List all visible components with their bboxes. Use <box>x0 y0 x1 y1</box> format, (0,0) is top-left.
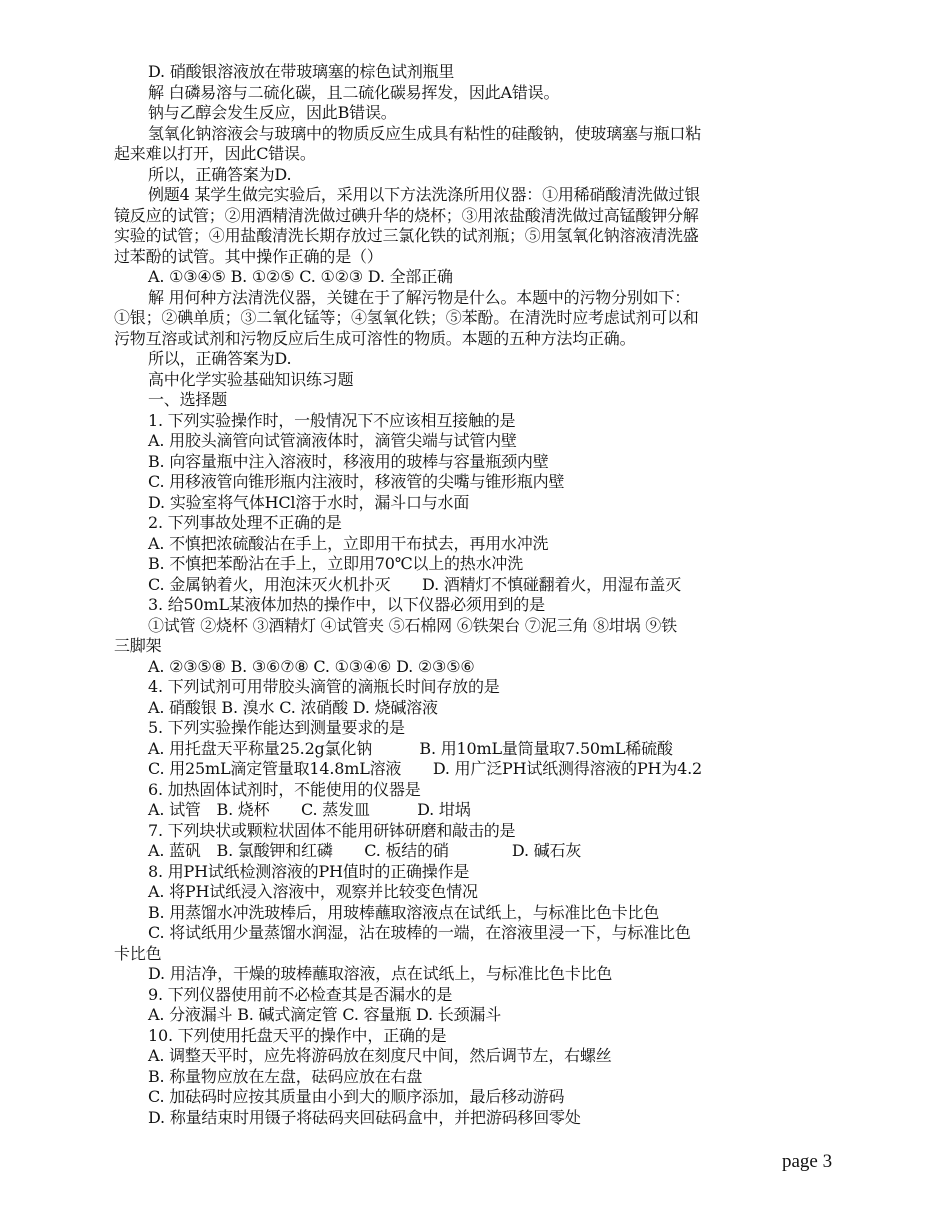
text-line: 6. 加热固体试剂时，不能使用的仪器是 <box>148 779 421 799</box>
text-line: D. 用洁净，干燥的玻棒蘸取溶液，点在试纸上，与标准比色卡比色 <box>148 964 613 983</box>
text-line: C. 金属钠着火，用泡沫灭火机扑灭 D. 酒精灯不慎碰翻着火，用湿布盖灭 <box>148 574 681 594</box>
text-line: 例题4 某学生做完实验后，采用以下方法洗涤所用仪器：①用稀硝酸清洗做过银 <box>148 185 701 204</box>
text-line: 10. 下列使用托盘天平的操作中，正确的是 <box>148 1025 447 1045</box>
text-line: 镜反应的试管；②用酒精清洗做过碘升华的烧杯；③用浓盐酸清洗做过高锰酸钾分解 <box>114 205 699 225</box>
text-line: 高中化学实验基础知识练习题 <box>148 369 354 389</box>
text-line: 实验的试管；④用盐酸清洗长期存放过三氯化铁的试剂瓶；⑤用氢氧化钠溶液清洗盛 <box>114 226 699 245</box>
text-line: 3. 给50mL某液体加热的操作中，以下仪器必须用到的是 <box>148 595 545 614</box>
text-line: 一、选择题 <box>148 390 228 409</box>
text-line: ①试管 ②烧杯 ③酒精灯 ④试管夹 ⑤石棉网 ⑥铁架台 ⑦泥三角 ⑧坩埚 ⑨铁 <box>148 615 677 635</box>
text-line: B. 称量物应放在左盘，砝码应放在右盘 <box>148 1066 423 1086</box>
text-line: 三脚架 <box>114 636 162 655</box>
document-body <box>114 62 806 1128</box>
text-line: C. 加砝码时应按其质量由小到大的顺序添加，最后移动游码 <box>148 1087 565 1106</box>
text-line: 解 用何种方法清洗仪器，关键在于了解污物是什么。本题中的污物分别如下： <box>148 287 691 307</box>
text-line: C. 将试纸用少量蒸馏水润湿，沾在玻棒的一端，在溶液里浸一下，与标准比色 <box>148 923 691 942</box>
text-line: A. 试管 B. 烧杯 C. 蒸发皿 D. 坩埚 <box>148 800 471 819</box>
text-line: 解 白磷易溶与二硫化碳，且二硫化碳易挥发，因此A错误。 <box>148 82 560 102</box>
text-line: B. 用蒸馏水冲洗玻棒后，用玻棒蘸取溶液点在试纸上，与标准比色卡比色 <box>148 902 660 922</box>
text-line: 过苯酚的试管。其中操作正确的是（） <box>114 246 383 266</box>
text-line: A. 调整天平时，应先将游码放在刻度尺中间，然后调节左，右螺丝 <box>148 1046 612 1065</box>
text-line: 1. 下列实验操作时，一般情况下不应该相互接触的是 <box>148 410 516 430</box>
text-line: A. ②③⑤⑧ B. ③⑥⑦⑧ C. ①③④⑥ D. ②③⑤⑥ <box>148 656 475 676</box>
text-line: A. 分液漏斗 B. 碱式滴定管 C. 容量瓶 D. 长颈漏斗 <box>148 1005 501 1024</box>
text-line: A. 将PH试纸浸入溶液中，观察并比较变色情况 <box>148 882 478 901</box>
text-line: B. 向容量瓶中注入溶液时，移液用的玻棒与容量瓶颈内壁 <box>148 451 549 471</box>
text-line: 2. 下列事故处理不正确的是 <box>148 513 342 532</box>
text-line: 5. 下列实验操作能达到测量要求的是 <box>148 718 405 737</box>
text-line: D. 实验室将气体HCl溶于水时，漏斗口与水面 <box>148 492 470 512</box>
text-line: ①银；②碘单质；③二氧化锰等；④氢氧化铁；⑤苯酚。在清洗时应考虑试剂可以和 <box>114 308 699 327</box>
text-line: D. 称量结束时用镊子将砝码夹回砝码盒中，并把游码移回零处 <box>148 1107 581 1127</box>
text-line: 7. 下列块状或颗粒状固体不能用研钵研磨和敲击的是 <box>148 820 516 840</box>
text-line: 污物互溶或试剂和污物反应后生成可溶性的物质。本题的五种方法均正确。 <box>114 328 636 348</box>
text-line: A. 用胶头滴管向试管滴液体时，滴管尖端与试管内壁 <box>148 431 517 450</box>
page-number: page 3 <box>782 1151 833 1172</box>
text-line: 钠与乙醇会发生反应，因此B错误。 <box>148 103 397 122</box>
text-line: A. 硝酸银 B. 溴水 C. 浓硝酸 D. 烧碱溶液 <box>148 697 438 717</box>
text-line: 4. 下列试剂可用带胶头滴管的滴瓶长时间存放的是 <box>148 677 500 696</box>
text-line: 所以，正确答案为D. <box>148 164 292 184</box>
text-line: A. 蓝矾 B. 氯酸钾和红磷 C. 板结的硝 D. 碱石灰 <box>148 841 582 860</box>
text-line: C. 用25mL滴定管量取14.8mL溶液 D. 用广泛PH试纸测得溶液的PH为4.2 <box>148 759 702 778</box>
text-line: 起来难以打开，因此C错误。 <box>114 144 316 163</box>
text-line: 氢氧化钠溶液会与玻璃中的物质反应生成具有粘性的硅酸钠，使玻璃塞与瓶口粘 <box>148 123 702 143</box>
text-line: A. 用托盘天平称量25.2g氯化钠 B. 用10mL量筒量取7.50mL稀硫酸 <box>148 738 673 758</box>
text-line: 卡比色 <box>114 943 162 963</box>
text-line: A. 不慎把浓硫酸沾在手上，立即用干布拭去，再用水冲洗 <box>148 533 549 553</box>
text-line: 8. 用PH试纸检测溶液的PH值时的正确操作是 <box>148 861 470 881</box>
text-line: 所以，正确答案为D. <box>148 349 292 368</box>
text-line: D. 硝酸银溶液放在带玻璃塞的棕色试剂瓶里 <box>148 62 455 81</box>
text-line: B. 不慎把苯酚沾在手上，立即用70℃以上的热水冲洗 <box>148 554 523 573</box>
text-line: 9. 下列仪器使用前不必检查其是否漏水的是 <box>148 984 453 1004</box>
text-line: A. ①③④⑤ B. ①②⑤ C. ①②③ D. 全部正确 <box>148 267 453 286</box>
text-line: C. 用移液管向锥形瓶内注液时，移液管的尖嘴与锥形瓶内壁 <box>148 472 565 491</box>
